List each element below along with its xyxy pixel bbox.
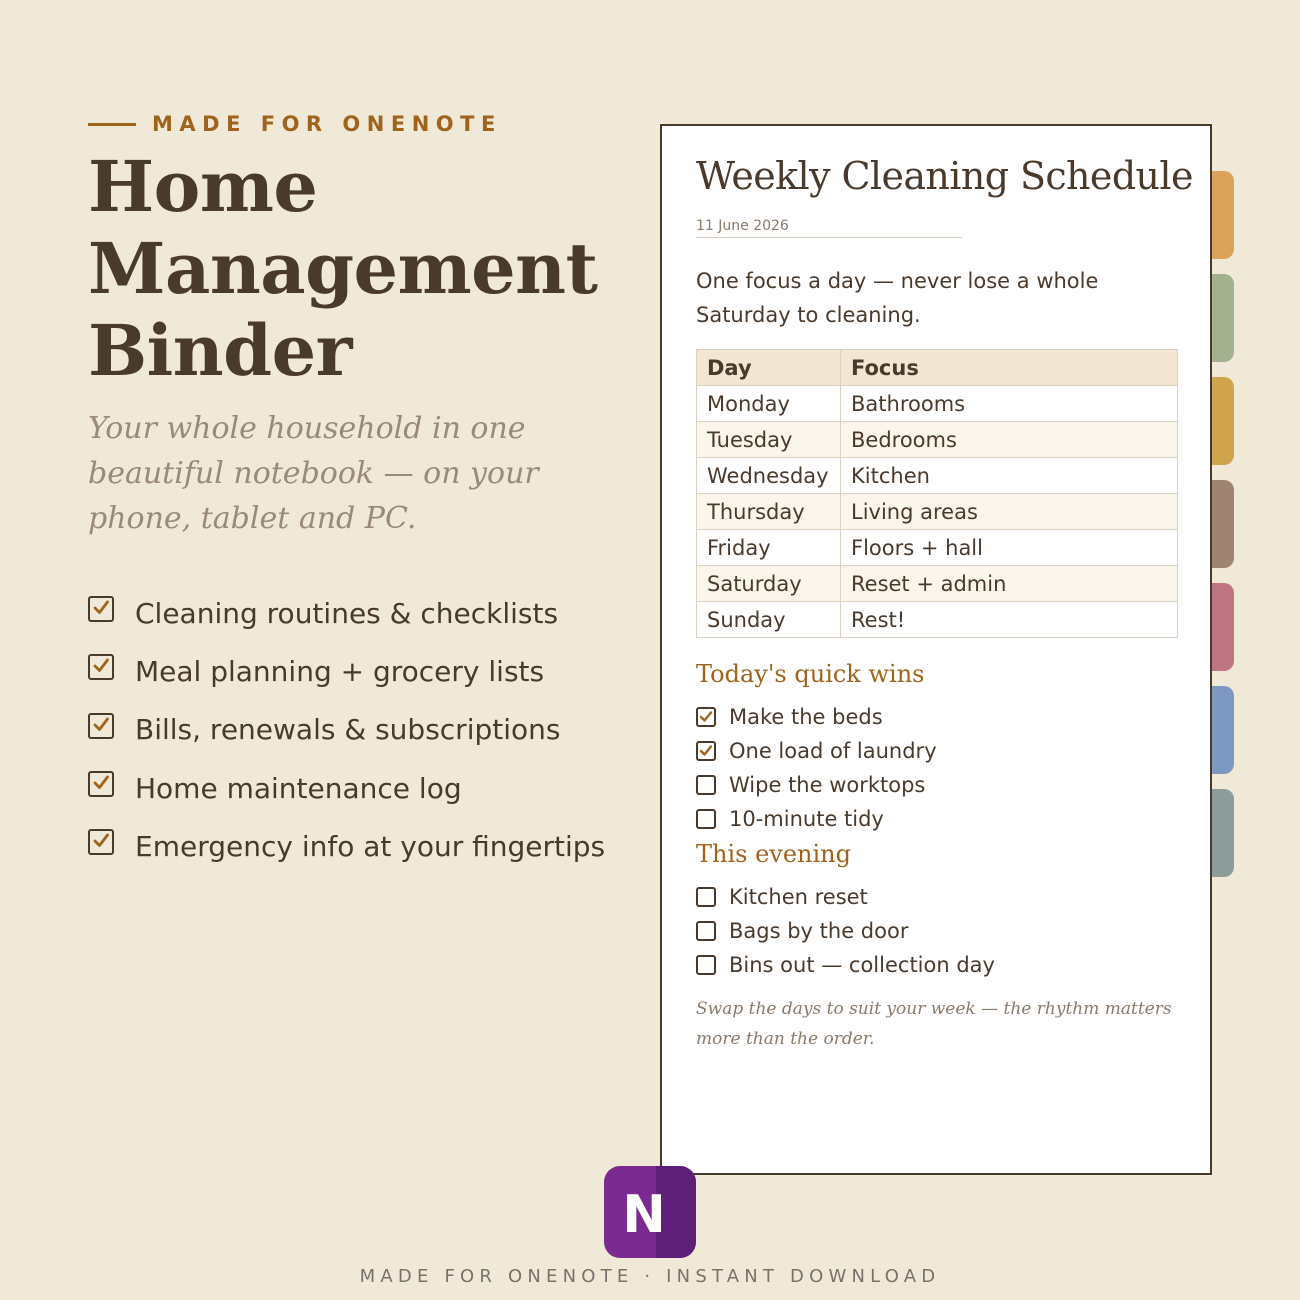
checkbox-checked-icon bbox=[88, 829, 114, 855]
page-title[interactable]: Weekly Cleaning Schedule bbox=[696, 154, 1193, 198]
focus-cell[interactable]: Bedrooms bbox=[841, 422, 1178, 458]
todo-item bbox=[696, 768, 937, 802]
day-cell[interactable]: Thursday bbox=[697, 494, 841, 530]
todo-label: Wipe the worktops bbox=[729, 773, 926, 797]
todo-item bbox=[696, 914, 995, 948]
page-intro[interactable]: One focus a day — never lose a whole Saturday to cleaning. bbox=[696, 269, 1099, 327]
table-row bbox=[697, 422, 1178, 458]
table-header-row bbox=[697, 350, 1178, 386]
column-header-focus: Focus bbox=[841, 350, 1178, 386]
todo-item bbox=[696, 802, 937, 836]
notebook-page bbox=[660, 124, 1212, 1175]
hero-title bbox=[88, 146, 597, 392]
focus-cell[interactable]: Rest! bbox=[841, 602, 1178, 638]
checkbox-checked-icon[interactable] bbox=[696, 707, 716, 727]
focus-cell[interactable]: Kitchen bbox=[841, 458, 1178, 494]
focus-cell[interactable]: Reset + admin bbox=[841, 566, 1178, 602]
table-row bbox=[697, 602, 1178, 638]
feature-label: Home maintenance log bbox=[135, 771, 462, 805]
feature-label: Meal planning + grocery lists bbox=[135, 654, 545, 688]
table-row bbox=[697, 530, 1178, 566]
todo-label: Kitchen reset bbox=[729, 885, 868, 909]
focus-cell[interactable]: Living areas bbox=[841, 494, 1178, 530]
eyebrow-rule bbox=[88, 123, 136, 126]
checkbox-checked-icon bbox=[88, 771, 114, 797]
feature-list bbox=[88, 584, 605, 875]
day-cell[interactable]: Wednesday bbox=[697, 458, 841, 494]
feature-item bbox=[88, 817, 605, 875]
evening-list bbox=[696, 880, 995, 982]
focus-cell[interactable]: Bathrooms bbox=[841, 386, 1178, 422]
day-cell[interactable]: Saturday bbox=[697, 566, 841, 602]
todo-item bbox=[696, 734, 937, 768]
schedule-table bbox=[696, 349, 1178, 638]
checkbox-checked-icon[interactable] bbox=[696, 741, 716, 761]
onenote-logo-letter: N bbox=[622, 1185, 666, 1245]
quick-wins-heading: Today's quick wins bbox=[696, 660, 925, 688]
evening-heading: This evening bbox=[696, 840, 852, 868]
checkbox-unchecked-icon[interactable] bbox=[696, 775, 716, 795]
hero-title-line: Management bbox=[88, 227, 598, 310]
feature-item bbox=[88, 642, 605, 700]
todo-label: One load of laundry bbox=[729, 739, 937, 763]
page-date: 11 June 2026 bbox=[696, 218, 962, 238]
focus-cell[interactable]: Floors + hall bbox=[841, 530, 1178, 566]
checkbox-unchecked-icon[interactable] bbox=[696, 955, 716, 975]
feature-item bbox=[88, 584, 605, 642]
column-header-day: Day bbox=[697, 350, 841, 386]
checkbox-checked-icon bbox=[88, 713, 114, 739]
hero-title-line: Binder bbox=[88, 309, 353, 392]
eyebrow bbox=[88, 112, 502, 136]
day-cell[interactable]: Monday bbox=[697, 386, 841, 422]
feature-label: Bills, renewals & subscriptions bbox=[135, 713, 561, 747]
onenote-logo-icon bbox=[604, 1166, 696, 1258]
feature-label: Cleaning routines & checklists bbox=[135, 596, 559, 630]
table-row bbox=[697, 458, 1178, 494]
day-cell[interactable]: Friday bbox=[697, 530, 841, 566]
quick-wins-list bbox=[696, 700, 937, 836]
checkbox-checked-icon bbox=[88, 654, 114, 680]
eyebrow-text: MADE FOR ONENOTE bbox=[152, 112, 502, 136]
todo-item bbox=[696, 880, 995, 914]
table-row bbox=[697, 386, 1178, 422]
checkbox-unchecked-icon[interactable] bbox=[696, 887, 716, 907]
footer-text: MADE FOR ONENOTE · INSTANT DOWNLOAD bbox=[359, 1266, 941, 1287]
feature-item bbox=[88, 701, 605, 759]
todo-item bbox=[696, 948, 995, 982]
feature-item bbox=[88, 759, 605, 817]
hero-subtitle: Your whole household in one beautiful notebook — on your phone, tablet and PC. bbox=[88, 411, 539, 536]
page-note[interactable]: Swap the days to suit your week — the rhythm matters more than the order. bbox=[696, 999, 1172, 1049]
checkbox-unchecked-icon[interactable] bbox=[696, 921, 716, 941]
checkbox-unchecked-icon[interactable] bbox=[696, 809, 716, 829]
todo-label: 10-minute tidy bbox=[729, 807, 884, 831]
feature-label: Emergency info at your fingertips bbox=[135, 829, 606, 863]
table-row bbox=[697, 566, 1178, 602]
hero-title-line: Home bbox=[88, 145, 318, 228]
todo-label: Bags by the door bbox=[729, 919, 909, 943]
table-row bbox=[697, 494, 1178, 530]
day-cell[interactable]: Sunday bbox=[697, 602, 841, 638]
checkbox-checked-icon bbox=[88, 596, 114, 622]
day-cell[interactable]: Tuesday bbox=[697, 422, 841, 458]
todo-item bbox=[696, 700, 937, 734]
todo-label: Bins out — collection day bbox=[729, 953, 995, 977]
todo-label: Make the beds bbox=[729, 705, 883, 729]
